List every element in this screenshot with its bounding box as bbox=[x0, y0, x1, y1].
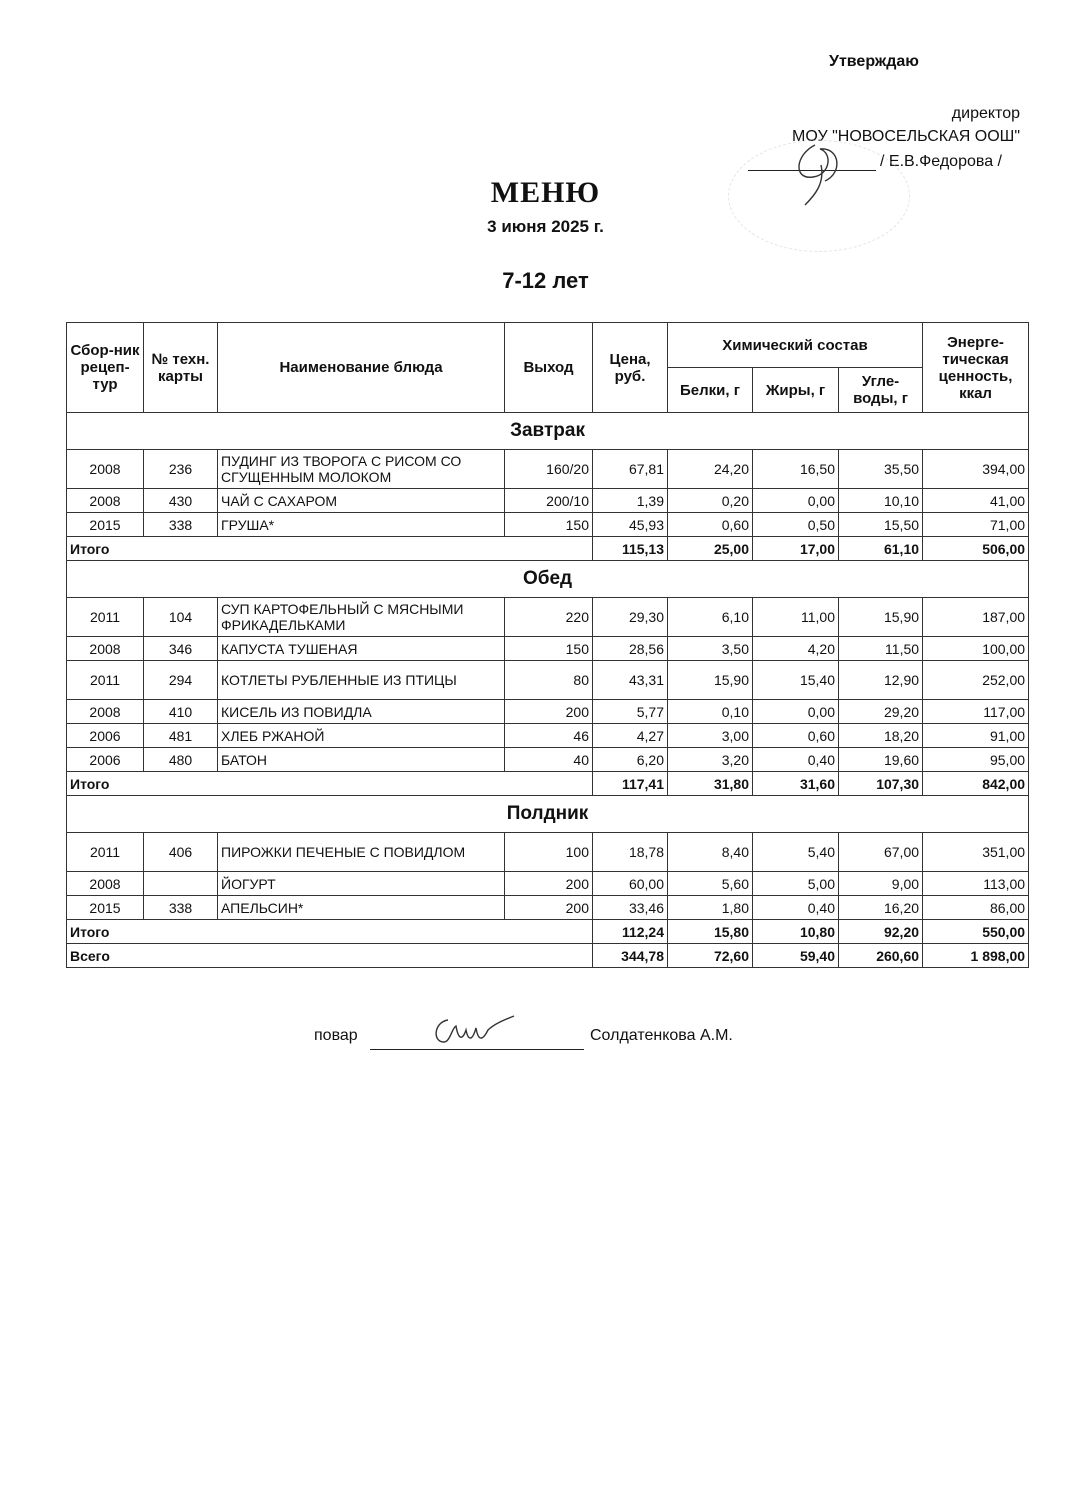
total-price: 117,41 bbox=[593, 772, 668, 796]
cell-energy: 100,00 bbox=[923, 637, 1029, 661]
cell-collection: 2008 bbox=[67, 700, 144, 724]
cell-price: 6,20 bbox=[593, 748, 668, 772]
cell-energy: 71,00 bbox=[923, 513, 1029, 537]
cell-collection: 2008 bbox=[67, 489, 144, 513]
cell-fat: 0,40 bbox=[753, 748, 839, 772]
cell-dish-name: ПУДИНГ ИЗ ТВОРОГА С РИСОМ СО СГУЩЕННЫМ МОЛОКОМ bbox=[218, 450, 505, 489]
cell-fat: 0,00 bbox=[753, 489, 839, 513]
document-title: МЕНЮ bbox=[490, 176, 601, 209]
table-row bbox=[67, 598, 1029, 637]
cell-dish-name: СУП КАРТОФЕЛЬНЫЙ С МЯСНЫМИ ФРИКАДЕЛЬКАМИ bbox=[218, 598, 505, 637]
cell-card: 236 bbox=[144, 450, 218, 489]
cell-protein: 1,80 bbox=[668, 896, 753, 920]
cell-output: 150 bbox=[505, 637, 593, 661]
cell-output: 46 bbox=[505, 724, 593, 748]
header-collection: Сбор-ник рецеп-тур bbox=[67, 323, 144, 413]
header-chem-composition: Химический состав bbox=[668, 323, 923, 368]
total-label: Итого bbox=[67, 537, 593, 561]
section-lunch bbox=[67, 561, 1029, 796]
table-row bbox=[67, 724, 1029, 748]
approval-title: Утверждаю bbox=[829, 53, 919, 70]
cell-price: 45,93 bbox=[593, 513, 668, 537]
cell-carbs: 10,10 bbox=[839, 489, 923, 513]
cell-price: 29,30 bbox=[593, 598, 668, 637]
cell-carbs: 11,50 bbox=[839, 637, 923, 661]
cell-energy: 394,00 bbox=[923, 450, 1029, 489]
total-price: 115,13 bbox=[593, 537, 668, 561]
cell-collection: 2011 bbox=[67, 661, 144, 700]
cell-energy: 187,00 bbox=[923, 598, 1029, 637]
cell-energy: 252,00 bbox=[923, 661, 1029, 700]
cell-dish-name: КОТЛЕТЫ РУБЛЕННЫЕ ИЗ ПТИЦЫ bbox=[218, 661, 505, 700]
cell-price: 33,46 bbox=[593, 896, 668, 920]
cell-fat: 0,50 bbox=[753, 513, 839, 537]
grand-total-price: 344,78 bbox=[593, 944, 668, 968]
cook-signature-line bbox=[370, 1049, 584, 1050]
total-energy: 842,00 bbox=[923, 772, 1029, 796]
cell-price: 67,81 bbox=[593, 450, 668, 489]
table-row bbox=[67, 872, 1029, 896]
cell-collection: 2006 bbox=[67, 724, 144, 748]
table-row bbox=[67, 748, 1029, 772]
grand-total-carbs: 260,60 bbox=[839, 944, 923, 968]
cell-dish-name: БАТОН bbox=[218, 748, 505, 772]
cell-protein: 3,50 bbox=[668, 637, 753, 661]
total-fat: 17,00 bbox=[753, 537, 839, 561]
cell-collection: 2008 bbox=[67, 450, 144, 489]
approval-name: / Е.В.Федорова / bbox=[880, 153, 1002, 170]
cell-card: 346 bbox=[144, 637, 218, 661]
cell-collection: 2008 bbox=[67, 872, 144, 896]
cell-protein: 15,90 bbox=[668, 661, 753, 700]
total-label: Итого bbox=[67, 772, 593, 796]
cell-collection: 2015 bbox=[67, 513, 144, 537]
total-protein: 31,80 bbox=[668, 772, 753, 796]
cell-protein: 3,00 bbox=[668, 724, 753, 748]
cell-protein: 0,10 bbox=[668, 700, 753, 724]
table-row bbox=[67, 700, 1029, 724]
cell-price: 28,56 bbox=[593, 637, 668, 661]
cell-card: 481 bbox=[144, 724, 218, 748]
age-group: 7-12 лет bbox=[502, 268, 589, 293]
cell-dish-name: ЙОГУРТ bbox=[218, 872, 505, 896]
cell-output: 160/20 bbox=[505, 450, 593, 489]
grand-total-energy: 1 898,00 bbox=[923, 944, 1029, 968]
cell-fat: 0,00 bbox=[753, 700, 839, 724]
section-title: Завтрак bbox=[67, 413, 1029, 450]
table-row bbox=[67, 489, 1029, 513]
total-row bbox=[67, 920, 1029, 944]
cell-output: 80 bbox=[505, 661, 593, 700]
cell-output: 220 bbox=[505, 598, 593, 637]
cell-price: 1,39 bbox=[593, 489, 668, 513]
cell-protein: 24,20 bbox=[668, 450, 753, 489]
total-energy: 550,00 bbox=[923, 920, 1029, 944]
total-protein: 25,00 bbox=[668, 537, 753, 561]
cell-collection: 2011 bbox=[67, 833, 144, 872]
cell-energy: 91,00 bbox=[923, 724, 1029, 748]
cell-output: 200/10 bbox=[505, 489, 593, 513]
cell-price: 4,27 bbox=[593, 724, 668, 748]
grand-total-fat: 59,40 bbox=[753, 944, 839, 968]
cell-carbs: 16,20 bbox=[839, 896, 923, 920]
cell-carbs: 29,20 bbox=[839, 700, 923, 724]
cell-protein: 0,60 bbox=[668, 513, 753, 537]
cell-carbs: 15,90 bbox=[839, 598, 923, 637]
total-row bbox=[67, 772, 1029, 796]
table-row bbox=[67, 637, 1029, 661]
total-row bbox=[67, 537, 1029, 561]
grand-total-label: Всего bbox=[67, 944, 593, 968]
cell-dish-name: АПЕЛЬСИН* bbox=[218, 896, 505, 920]
table-row bbox=[67, 661, 1029, 700]
cell-card: 338 bbox=[144, 513, 218, 537]
cell-output: 200 bbox=[505, 896, 593, 920]
cell-card: 104 bbox=[144, 598, 218, 637]
document-date: 3 июня 2025 г. bbox=[487, 217, 604, 236]
total-carbs: 61,10 bbox=[839, 537, 923, 561]
section-title: Полдник bbox=[67, 796, 1029, 833]
cook-name: Солдатенкова А.М. bbox=[590, 1027, 733, 1044]
approval-role: директор bbox=[951, 105, 1020, 122]
cell-protein: 8,40 bbox=[668, 833, 753, 872]
cell-collection: 2006 bbox=[67, 748, 144, 772]
cook-label: повар bbox=[314, 1027, 358, 1044]
grand-total-protein: 72,60 bbox=[668, 944, 753, 968]
total-label: Итого bbox=[67, 920, 593, 944]
cell-energy: 117,00 bbox=[923, 700, 1029, 724]
cell-dish-name: ПИРОЖКИ ПЕЧЕНЫЕ С ПОВИДЛОМ bbox=[218, 833, 505, 872]
grand-total-row bbox=[67, 944, 1029, 968]
total-energy: 506,00 bbox=[923, 537, 1029, 561]
cell-protein: 5,60 bbox=[668, 872, 753, 896]
cell-carbs: 35,50 bbox=[839, 450, 923, 489]
cell-card bbox=[144, 872, 218, 896]
cell-fat: 16,50 bbox=[753, 450, 839, 489]
cell-card: 406 bbox=[144, 833, 218, 872]
header-dish-name: Наименование блюда bbox=[218, 323, 505, 413]
cell-output: 150 bbox=[505, 513, 593, 537]
header-output: Выход bbox=[505, 323, 593, 413]
cell-output: 200 bbox=[505, 872, 593, 896]
cell-carbs: 15,50 bbox=[839, 513, 923, 537]
cell-output: 100 bbox=[505, 833, 593, 872]
table-row bbox=[67, 513, 1029, 537]
cell-energy: 86,00 bbox=[923, 896, 1029, 920]
cell-carbs: 18,20 bbox=[839, 724, 923, 748]
cell-dish-name: ГРУША* bbox=[218, 513, 505, 537]
cell-dish-name: КИСЕЛЬ ИЗ ПОВИДЛА bbox=[218, 700, 505, 724]
cell-carbs: 67,00 bbox=[839, 833, 923, 872]
cell-collection: 2011 bbox=[67, 598, 144, 637]
header-energy: Энерге-тическая ценность, ккал bbox=[923, 323, 1029, 413]
cell-price: 5,77 bbox=[593, 700, 668, 724]
approval-organization: МОУ "НОВОСЕЛЬСКАЯ ООШ" bbox=[792, 128, 1020, 145]
cell-card: 410 bbox=[144, 700, 218, 724]
cell-price: 18,78 bbox=[593, 833, 668, 872]
cell-price: 60,00 bbox=[593, 872, 668, 896]
section-breakfast bbox=[67, 413, 1029, 561]
total-carbs: 92,20 bbox=[839, 920, 923, 944]
cell-fat: 0,40 bbox=[753, 896, 839, 920]
header-carbs: Угле-воды, г bbox=[839, 368, 923, 413]
cell-fat: 5,40 bbox=[753, 833, 839, 872]
section-afternoon-snack bbox=[67, 796, 1029, 968]
cell-energy: 95,00 bbox=[923, 748, 1029, 772]
cell-energy: 113,00 bbox=[923, 872, 1029, 896]
header-price: Цена, руб. bbox=[593, 323, 668, 413]
total-price: 112,24 bbox=[593, 920, 668, 944]
cell-fat: 0,60 bbox=[753, 724, 839, 748]
cell-protein: 6,10 bbox=[668, 598, 753, 637]
table-header bbox=[67, 323, 1029, 413]
cell-dish-name: ХЛЕБ РЖАНОЙ bbox=[218, 724, 505, 748]
cell-collection: 2008 bbox=[67, 637, 144, 661]
cell-price: 43,31 bbox=[593, 661, 668, 700]
total-carbs: 107,30 bbox=[839, 772, 923, 796]
table-row bbox=[67, 833, 1029, 872]
cell-fat: 11,00 bbox=[753, 598, 839, 637]
cell-protein: 0,20 bbox=[668, 489, 753, 513]
cook-signature-icon bbox=[428, 1012, 518, 1048]
table-row bbox=[67, 896, 1029, 920]
cell-carbs: 12,90 bbox=[839, 661, 923, 700]
cell-dish-name: ЧАЙ С САХАРОМ bbox=[218, 489, 505, 513]
total-fat: 31,60 bbox=[753, 772, 839, 796]
menu-table bbox=[66, 322, 1029, 968]
table-row bbox=[67, 450, 1029, 489]
header-fat: Жиры, г bbox=[753, 368, 839, 413]
header-protein: Белки, г bbox=[668, 368, 753, 413]
total-fat: 10,80 bbox=[753, 920, 839, 944]
cell-card: 294 bbox=[144, 661, 218, 700]
cell-protein: 3,20 bbox=[668, 748, 753, 772]
cell-energy: 351,00 bbox=[923, 833, 1029, 872]
section-title: Обед bbox=[67, 561, 1029, 598]
cell-fat: 15,40 bbox=[753, 661, 839, 700]
cell-card: 430 bbox=[144, 489, 218, 513]
cell-fat: 5,00 bbox=[753, 872, 839, 896]
cell-energy: 41,00 bbox=[923, 489, 1029, 513]
total-protein: 15,80 bbox=[668, 920, 753, 944]
cell-fat: 4,20 bbox=[753, 637, 839, 661]
cell-card: 480 bbox=[144, 748, 218, 772]
cell-dish-name: КАПУСТА ТУШЕНАЯ bbox=[218, 637, 505, 661]
cell-carbs: 19,60 bbox=[839, 748, 923, 772]
cell-collection: 2015 bbox=[67, 896, 144, 920]
cell-output: 40 bbox=[505, 748, 593, 772]
header-tech-card: № техн. карты bbox=[144, 323, 218, 413]
cell-output: 200 bbox=[505, 700, 593, 724]
cell-carbs: 9,00 bbox=[839, 872, 923, 896]
cell-card: 338 bbox=[144, 896, 218, 920]
